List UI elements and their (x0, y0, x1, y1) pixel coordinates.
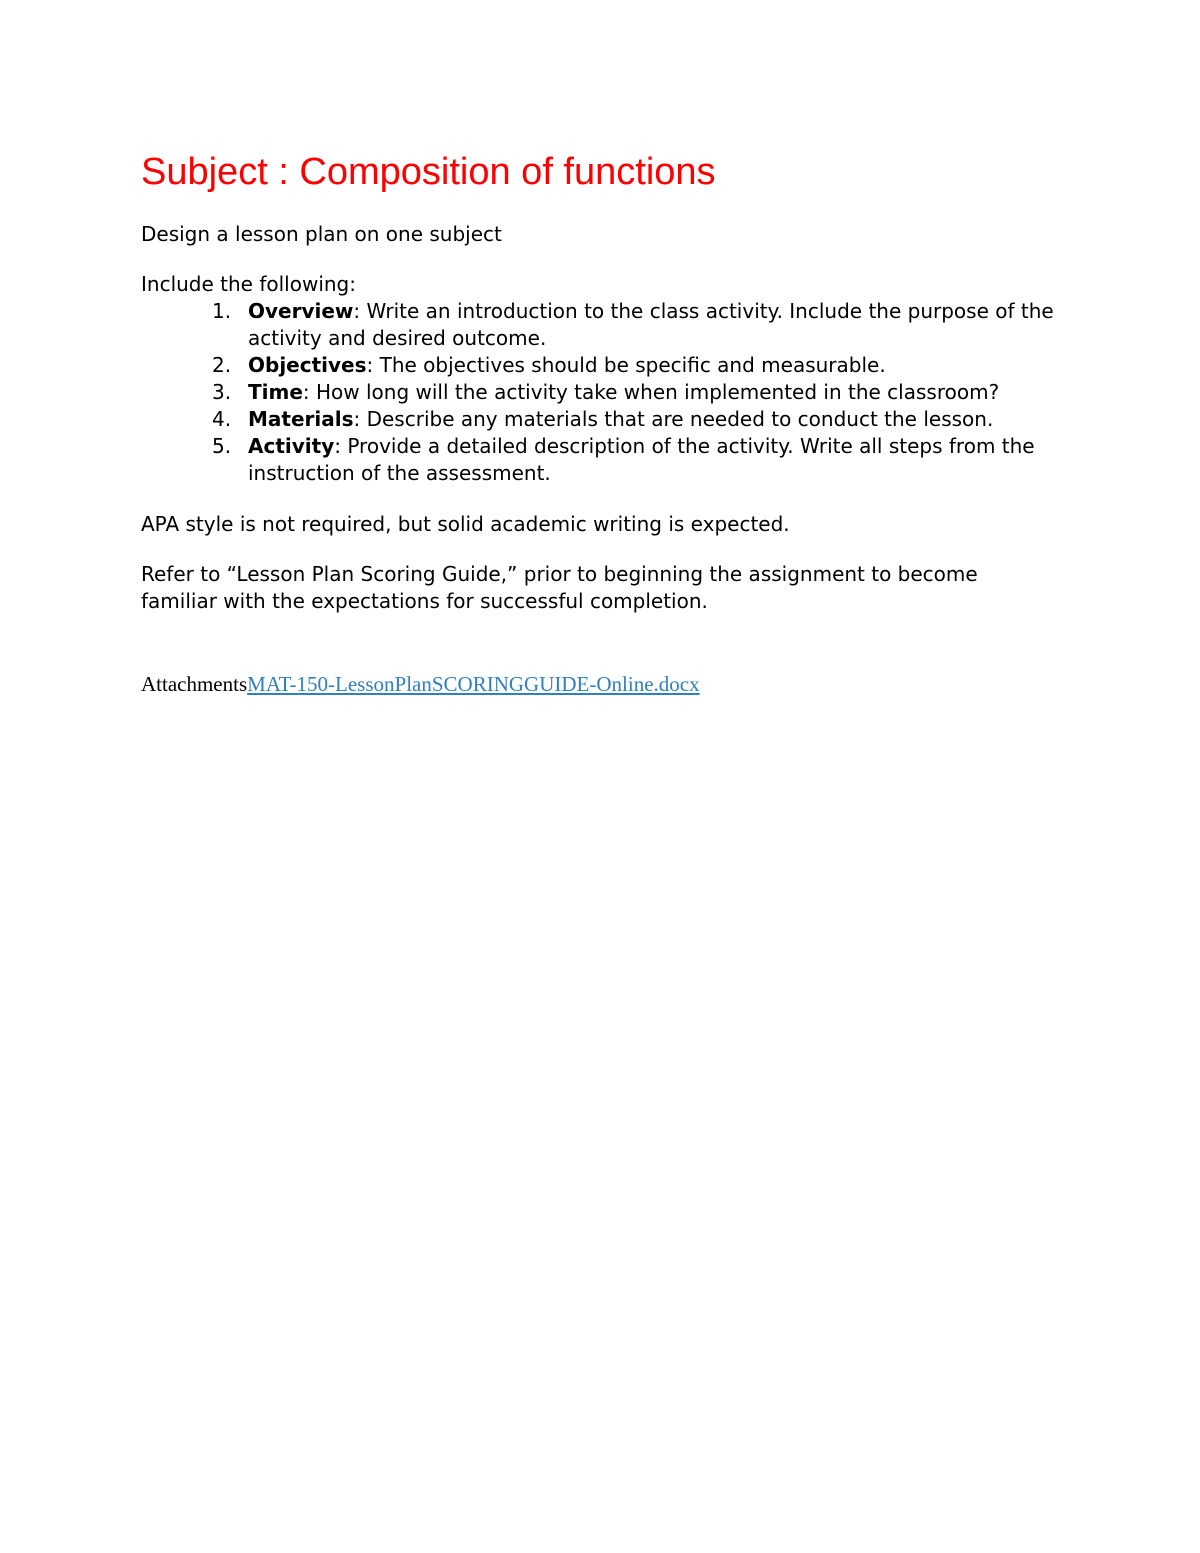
intro-text: Design a lesson plan on one subject (141, 222, 502, 246)
requirement-text: : Provide a detailed description of the activity. Write all steps from the instruction of the assessment. (248, 434, 1035, 485)
requirement-term: Materials (248, 407, 354, 431)
requirement-term: Activity (248, 434, 335, 458)
requirement-item (141, 298, 1071, 352)
attachment-file-link[interactable]: MAT-150-LessonPlanSCORINGGUIDE-Online.docx (247, 672, 700, 696)
requirement-term: Objectives (248, 353, 367, 377)
requirement-item (141, 379, 1071, 406)
requirement-number: 4. (212, 407, 232, 431)
requirement-text: : Write an introduction to the class activity. Include the purpose of the activity and desired outcome. (248, 299, 1054, 350)
attachments-line (141, 670, 700, 698)
requirement-item (141, 406, 1071, 433)
requirement-number: 5. (212, 434, 232, 458)
requirement-term: Overview (248, 299, 354, 323)
requirement-number: 2. (212, 353, 232, 377)
requirement-text: : The objectives should be specific and measurable. (366, 353, 886, 377)
include-heading: Include the following: (141, 272, 356, 296)
requirements-list (141, 298, 1071, 487)
requirement-number: 3. (212, 380, 232, 404)
apa-note: APA style is not required, but solid academic writing is expected. (141, 512, 790, 536)
attachments-label: Attachments (141, 672, 248, 696)
requirement-text: : How long will the activity take when implemented in the classroom? (302, 380, 1000, 404)
requirement-text: : Describe any materials that are needed to conduct the lesson. (353, 407, 994, 431)
page-title: Subject : Composition of functions (141, 151, 716, 193)
requirement-number: 1. (212, 299, 232, 323)
scoring-guide-note: Refer to “Lesson Plan Scoring Guide,” prior to beginning the assignment to become familiar with the expectations for successful completion. (141, 562, 978, 613)
requirement-item (141, 352, 1071, 379)
requirement-term: Time (248, 380, 303, 404)
requirement-item (141, 433, 1071, 487)
